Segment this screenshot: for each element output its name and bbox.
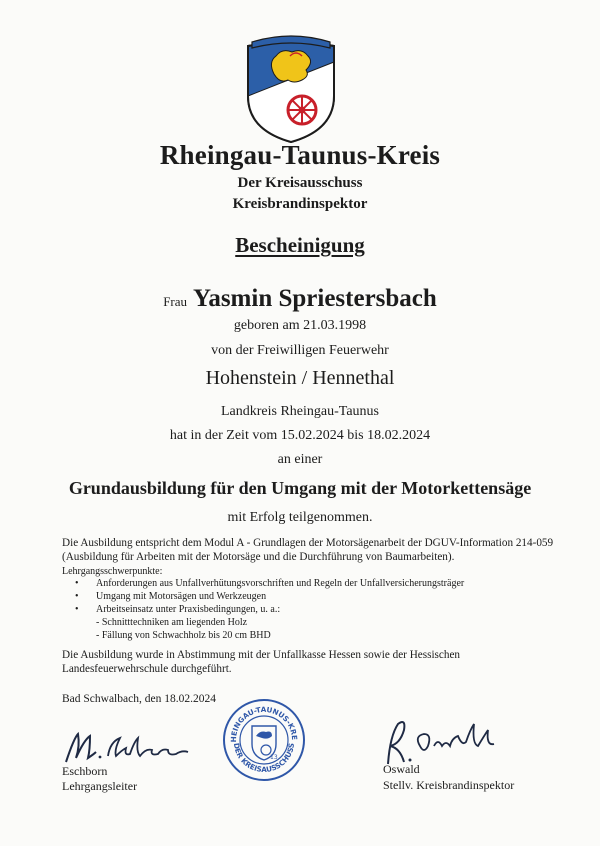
authority-name: Der Kreisausschuss xyxy=(237,175,363,191)
fire-brigade-label: von der Freiwilligen Feuerwehr xyxy=(211,343,389,358)
coat-of-arms-icon xyxy=(244,26,338,144)
description-line: (Ausbildung für Arbeiten mit der Motorsäge und die Durchführung von Baumarbeiten). xyxy=(62,551,455,563)
cooperation-line: Die Ausbildung wurde in Abstimmung mit der Unfallkasse Hessen sowie der Hessischen xyxy=(62,649,461,661)
recipient-line xyxy=(0,285,600,313)
fire-brigade-name: Hohenstein / Hennethal xyxy=(205,367,395,389)
document-heading: Bescheinigung xyxy=(235,233,365,257)
list-item: • Anforderungen aus Unfallverhütungsvorschriften und Regeln der Unfallversicherungsträger xyxy=(62,577,562,590)
list-subitem: - Fällung von Schwachholz bis 20 cm BHD xyxy=(96,630,271,641)
training-period: hat in der Zeit vom 15.02.2024 bis 18.02.2024 xyxy=(169,428,431,443)
list-subitem: - Schnitttechniken am liegenden Holz xyxy=(96,617,248,628)
success-statement: mit Erfolg teilgenommen. xyxy=(227,510,373,525)
focus-title: Lehrgangsschwerpunkte: xyxy=(62,566,163,577)
district-name: Landkreis Rheingau-Taunus xyxy=(220,404,380,419)
official-seal xyxy=(222,698,306,782)
right-signatory-name: Oswald xyxy=(383,762,420,776)
course-title: Grundausbildung für den Umgang mit der Motorkettensäge xyxy=(68,478,532,498)
seal-icon xyxy=(222,698,306,782)
birth-date: geboren am 21.03.1998 xyxy=(233,318,367,333)
svg-text:DER KREISAUSSCHUSS: DER KREISAUSSCHUSS xyxy=(231,742,297,775)
list-item: • Arbeitseinsatz unter Praxisbedingungen, u. a.: xyxy=(62,603,562,616)
page-title: Rheingau-Taunus-Kreis xyxy=(159,140,441,170)
svg-text:RHEINGAU-TAUNUS-KREIS: HEINGAU-TAUNUS-KRE xyxy=(228,704,300,743)
salutation: Frau xyxy=(163,294,188,309)
course-description xyxy=(62,536,562,564)
cooperation-line: Landesfeuerwehrschule durchgeführt. xyxy=(62,663,232,675)
svg-text:13: 13 xyxy=(270,754,278,761)
left-signatory-name: Eschborn xyxy=(62,764,108,778)
list-item: • Umgang mit Motorsägen und Werkzeugen xyxy=(62,590,562,603)
signature-left xyxy=(60,728,200,768)
description-line: Die Ausbildung entspricht dem Modul A - Grundlagen der Motorsägenarbeit der DGUV-Information 214-059 xyxy=(62,537,554,549)
place-and-date: Bad Schwalbach, den 18.02.2024 xyxy=(62,693,216,705)
recipient-name: Yasmin Spriestersbach xyxy=(193,285,437,312)
left-signatory-role: Lehrgangsleiter xyxy=(62,779,138,793)
cooperation-note xyxy=(62,648,562,676)
right-signatory-role: Stellv. Kreisbrandinspektor xyxy=(383,778,515,792)
authority-office: Kreisbrandinspektor xyxy=(232,196,368,212)
focus-list xyxy=(62,577,562,642)
connector-text: an einer xyxy=(277,452,323,467)
